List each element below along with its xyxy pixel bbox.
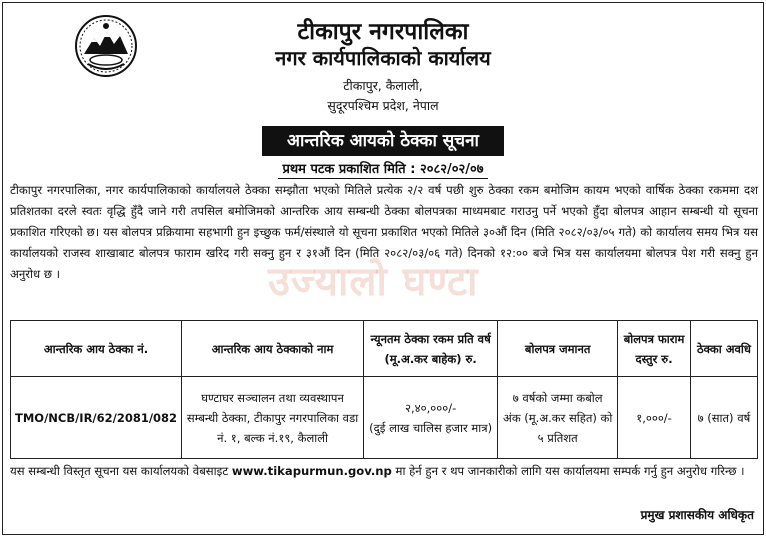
cell-form-fee: १,०००/- [618, 377, 691, 459]
footer-text-before: यस सम्बन्धी विस्तृत सूचना यस कार्यालयको वेबसाइट [10, 464, 229, 478]
notice-title: आन्तरिक आयको ठेक्का सूचना [262, 126, 504, 156]
watermark: उज्यालो घण्टा [268, 259, 479, 305]
website-link[interactable]: www.tikapurmun.gov.np [231, 464, 392, 478]
municipality-title: टीकापुर नगरपालिका [297, 19, 469, 45]
cell-minimum-amount [364, 377, 498, 459]
footer-text-after: मा हेर्न हुन र थप जानकारीको लागि यस कार्यालयमा सम्पर्क गर्नु हुन अनुरोध गरिन्छ । [395, 464, 745, 478]
header-form-fee: बोलपत्र फाराम दस्तुर रु. [618, 321, 691, 377]
signature-title: प्रमुख प्रशासकीय अधिकृत [640, 508, 754, 522]
office-title: नगर कार्यपालिकाको कार्यालय [275, 46, 491, 70]
minimum-amount-figure: २,४०,०००/- [405, 400, 457, 415]
cell-bid-security: ७ वर्षको जम्मा कबोल अंक (मू.अ.कर सहित) को ५ प्रतिशत [498, 377, 618, 459]
cell-contract-name: घण्टाघर सञ्चालन तथा व्यवस्थापन सम्बन्धी ठेक्का, टीकापुर नगरपालिका वडा नं. १, बल्क नं.१९, कैलाली [182, 377, 364, 459]
table-header-row [11, 321, 758, 377]
cell-contract-number: TMO/NCB/IR/62/2081/082 [11, 377, 182, 459]
header-duration: ठेक्का अवधि [690, 321, 757, 377]
header-contract-name: आन्तरिक आय ठेक्काको नाम [182, 321, 364, 377]
header-bid-security: बोलपत्र जमानत [498, 321, 618, 377]
published-date-line [0, 159, 766, 179]
address-line-2: सुदूरपश्चिम प्रदेश, नेपाल [327, 98, 439, 113]
minimum-amount-words: (दुई लाख चालिस हजार मात्र) [369, 420, 493, 435]
address-line-1: टीकापुर, कैलाली, [343, 78, 423, 93]
cell-duration: ७ (सात) वर्ष [690, 377, 757, 459]
footer-note [10, 461, 758, 482]
table-row [11, 377, 758, 459]
header-minimum-amount: न्यूनतम ठेक्का रकम प्रति वर्ष (मू.अ.कर बाहेक) रु. [364, 321, 498, 377]
tender-table [10, 320, 758, 459]
published-date: प्रथम पटक प्रकाशित मिति : २०८२/०२/०७ [278, 159, 487, 179]
header-contract-number: आन्तरिक आय ठेक्का नं. [11, 321, 182, 377]
notice-body: टीकापुर नगरपालिका, नगर कार्यपालिकाको कार्यालयले ठेक्का सम्झौता भएको मितिले प्रत्येक २/२ वर्ष पछी शुरु ठेक्का रकम बमोजिम कायम भएको वार्षिक ठेक्का रकममा दश प्रतिशतका दरले स्वतः वृद्धि हुँदै जाने गरी तपसिल बमोजिमको आन्तरिक आय सम्बन्धी ठेक्का बोलपत्रका माध्यमबाट गराउनु पर्ने भएको हुँदा बोलपत्र आहान सम्बन्धी यो सूचना प्रकाशित गरिएको छ। यस बोलपत्र प्रक्रियामा सहभागी हुन इच्छुक फर्म/संस्थाले यो सूचना प्रकाशित भएको मितिले ३०औं दिन (मिति २०८२/०३/०५ गते) को कार्यालय समय भित्र यस कार्यालयको राजस्व शाखाबाट बोलपत्र फाराम खरिद गरी सक्नु हुन र ३१औं दिन (मिति २०८२/०३/०६ गते) दिनको १२:०० बजे भित्र यस कार्यालयमा बोलपत्र पेश गरी सक्नु हुन अनुरोध छ । [10, 183, 758, 281]
